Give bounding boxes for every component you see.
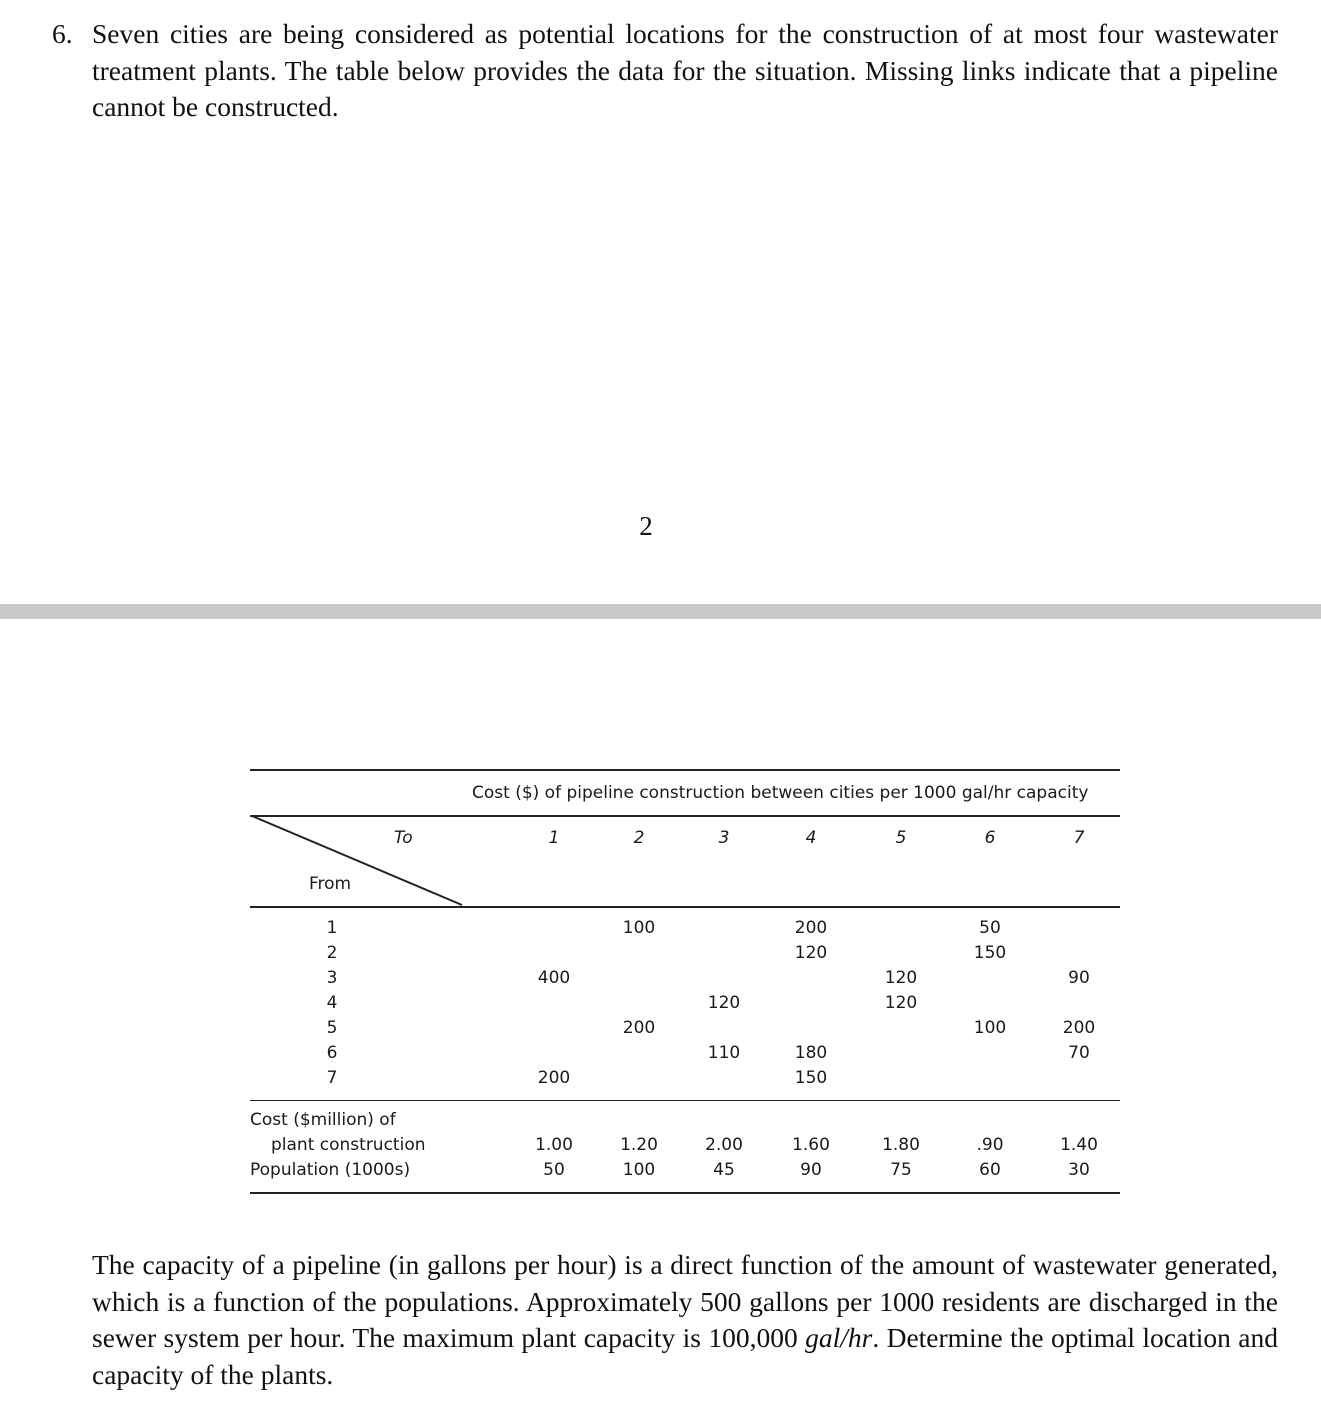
conclusion-text-end: . Determine the optimal location and capacity of the plants. (92, 1322, 1279, 1390)
column-header: 2 (633, 828, 645, 848)
population-cell: 60 (979, 1160, 1001, 1180)
column-header: 5 (895, 828, 907, 848)
pipeline-cost-cell: 120 (794, 943, 828, 963)
from-city-label: 2 (326, 943, 338, 963)
to-label: To (394, 828, 413, 848)
conclusion-paragraph (52, 1247, 1278, 1393)
population-cell: 75 (890, 1160, 912, 1180)
pipeline-cost-cell: 100 (622, 918, 656, 938)
pipeline-cost-cell: 120 (707, 993, 741, 1013)
problem-number: 6. (52, 18, 73, 49)
page-number: 2 (639, 511, 653, 541)
conclusion-text: The capacity of a pipeline (in gallons per hour) is a direct function of the amount of wastewater generated, which is a function of the populations. Approximately 500 gallons per 1000 residents are discharged in the sewer system per hour. The maximum plant capacity is 100,000 (92, 1249, 1278, 1353)
problem-intro: Seven cities are being considered as potential locations for the construction of at most four wastewater treatment plants. The table below provides the data for the situation. Missing links indicate that a pipeline cannot be constructed. (92, 18, 1278, 122)
from-label: From (309, 874, 352, 894)
table-footer-rule (250, 1100, 1120, 1101)
pipeline-cost-cell: 50 (979, 918, 1001, 938)
pipeline-cost-cell: 110 (707, 1043, 741, 1063)
table-bottom-rule (250, 1192, 1120, 1194)
column-header: 4 (805, 828, 817, 848)
pipeline-cost-cell: 150 (794, 1068, 828, 1088)
pipeline-cost-cell: 70 (1068, 1043, 1090, 1063)
plant-cost-cell: 1.40 (1060, 1135, 1098, 1155)
population-cell: 100 (622, 1160, 656, 1180)
plant-cost-cell: 2.00 (705, 1135, 743, 1155)
population-label: Population (1000s) (250, 1160, 411, 1180)
pipeline-cost-cell: 200 (537, 1068, 571, 1088)
plant-cost-cell: 1.20 (620, 1135, 658, 1155)
plant-cost-cell: 1.80 (882, 1135, 920, 1155)
pipeline-cost-cell: 400 (537, 968, 571, 988)
from-city-label: 1 (326, 918, 338, 938)
from-city-label: 5 (326, 1018, 338, 1038)
pipeline-cost-cell: 90 (1068, 968, 1090, 988)
population-cell: 30 (1068, 1160, 1090, 1180)
population-cell: 50 (543, 1160, 565, 1180)
column-header: 1 (548, 828, 560, 848)
column-header: 3 (718, 828, 730, 848)
plant-cost-cell: 1.00 (535, 1135, 573, 1155)
diagonal-header-line (250, 815, 465, 907)
pipeline-cost-cell: 120 (884, 968, 918, 988)
pipeline-cost-cell: 150 (973, 943, 1007, 963)
from-city-label: 3 (326, 968, 338, 988)
plant-cost-cell: .90 (976, 1135, 1004, 1155)
unit-math: gal/hr (805, 1322, 873, 1353)
plant-cost-label-2: plant construction (271, 1135, 426, 1155)
table-top-rule (250, 769, 1120, 771)
pipeline-cost-cell: 200 (1062, 1018, 1096, 1038)
population-cell: 45 (713, 1160, 735, 1180)
from-city-label: 7 (326, 1068, 338, 1088)
from-city-label: 4 (326, 993, 338, 1013)
column-header: 7 (1073, 828, 1085, 848)
pipeline-cost-cell: 100 (973, 1018, 1007, 1038)
population-cell: 90 (800, 1160, 822, 1180)
pipeline-cost-cell: 200 (794, 918, 828, 938)
table-title: Cost ($) of pipeline construction between cities per 1000 gal/hr capacity (472, 783, 1089, 803)
pipeline-cost-cell: 180 (794, 1043, 828, 1063)
pipeline-cost-cell: 120 (884, 993, 918, 1013)
table-body-rule (250, 906, 1120, 908)
from-city-label: 6 (326, 1043, 338, 1063)
column-header: 6 (984, 828, 996, 848)
pipeline-cost-cell: 200 (622, 1018, 656, 1038)
plant-cost-cell: 1.60 (792, 1135, 830, 1155)
plant-cost-label-1: Cost ($million) of (250, 1110, 396, 1130)
